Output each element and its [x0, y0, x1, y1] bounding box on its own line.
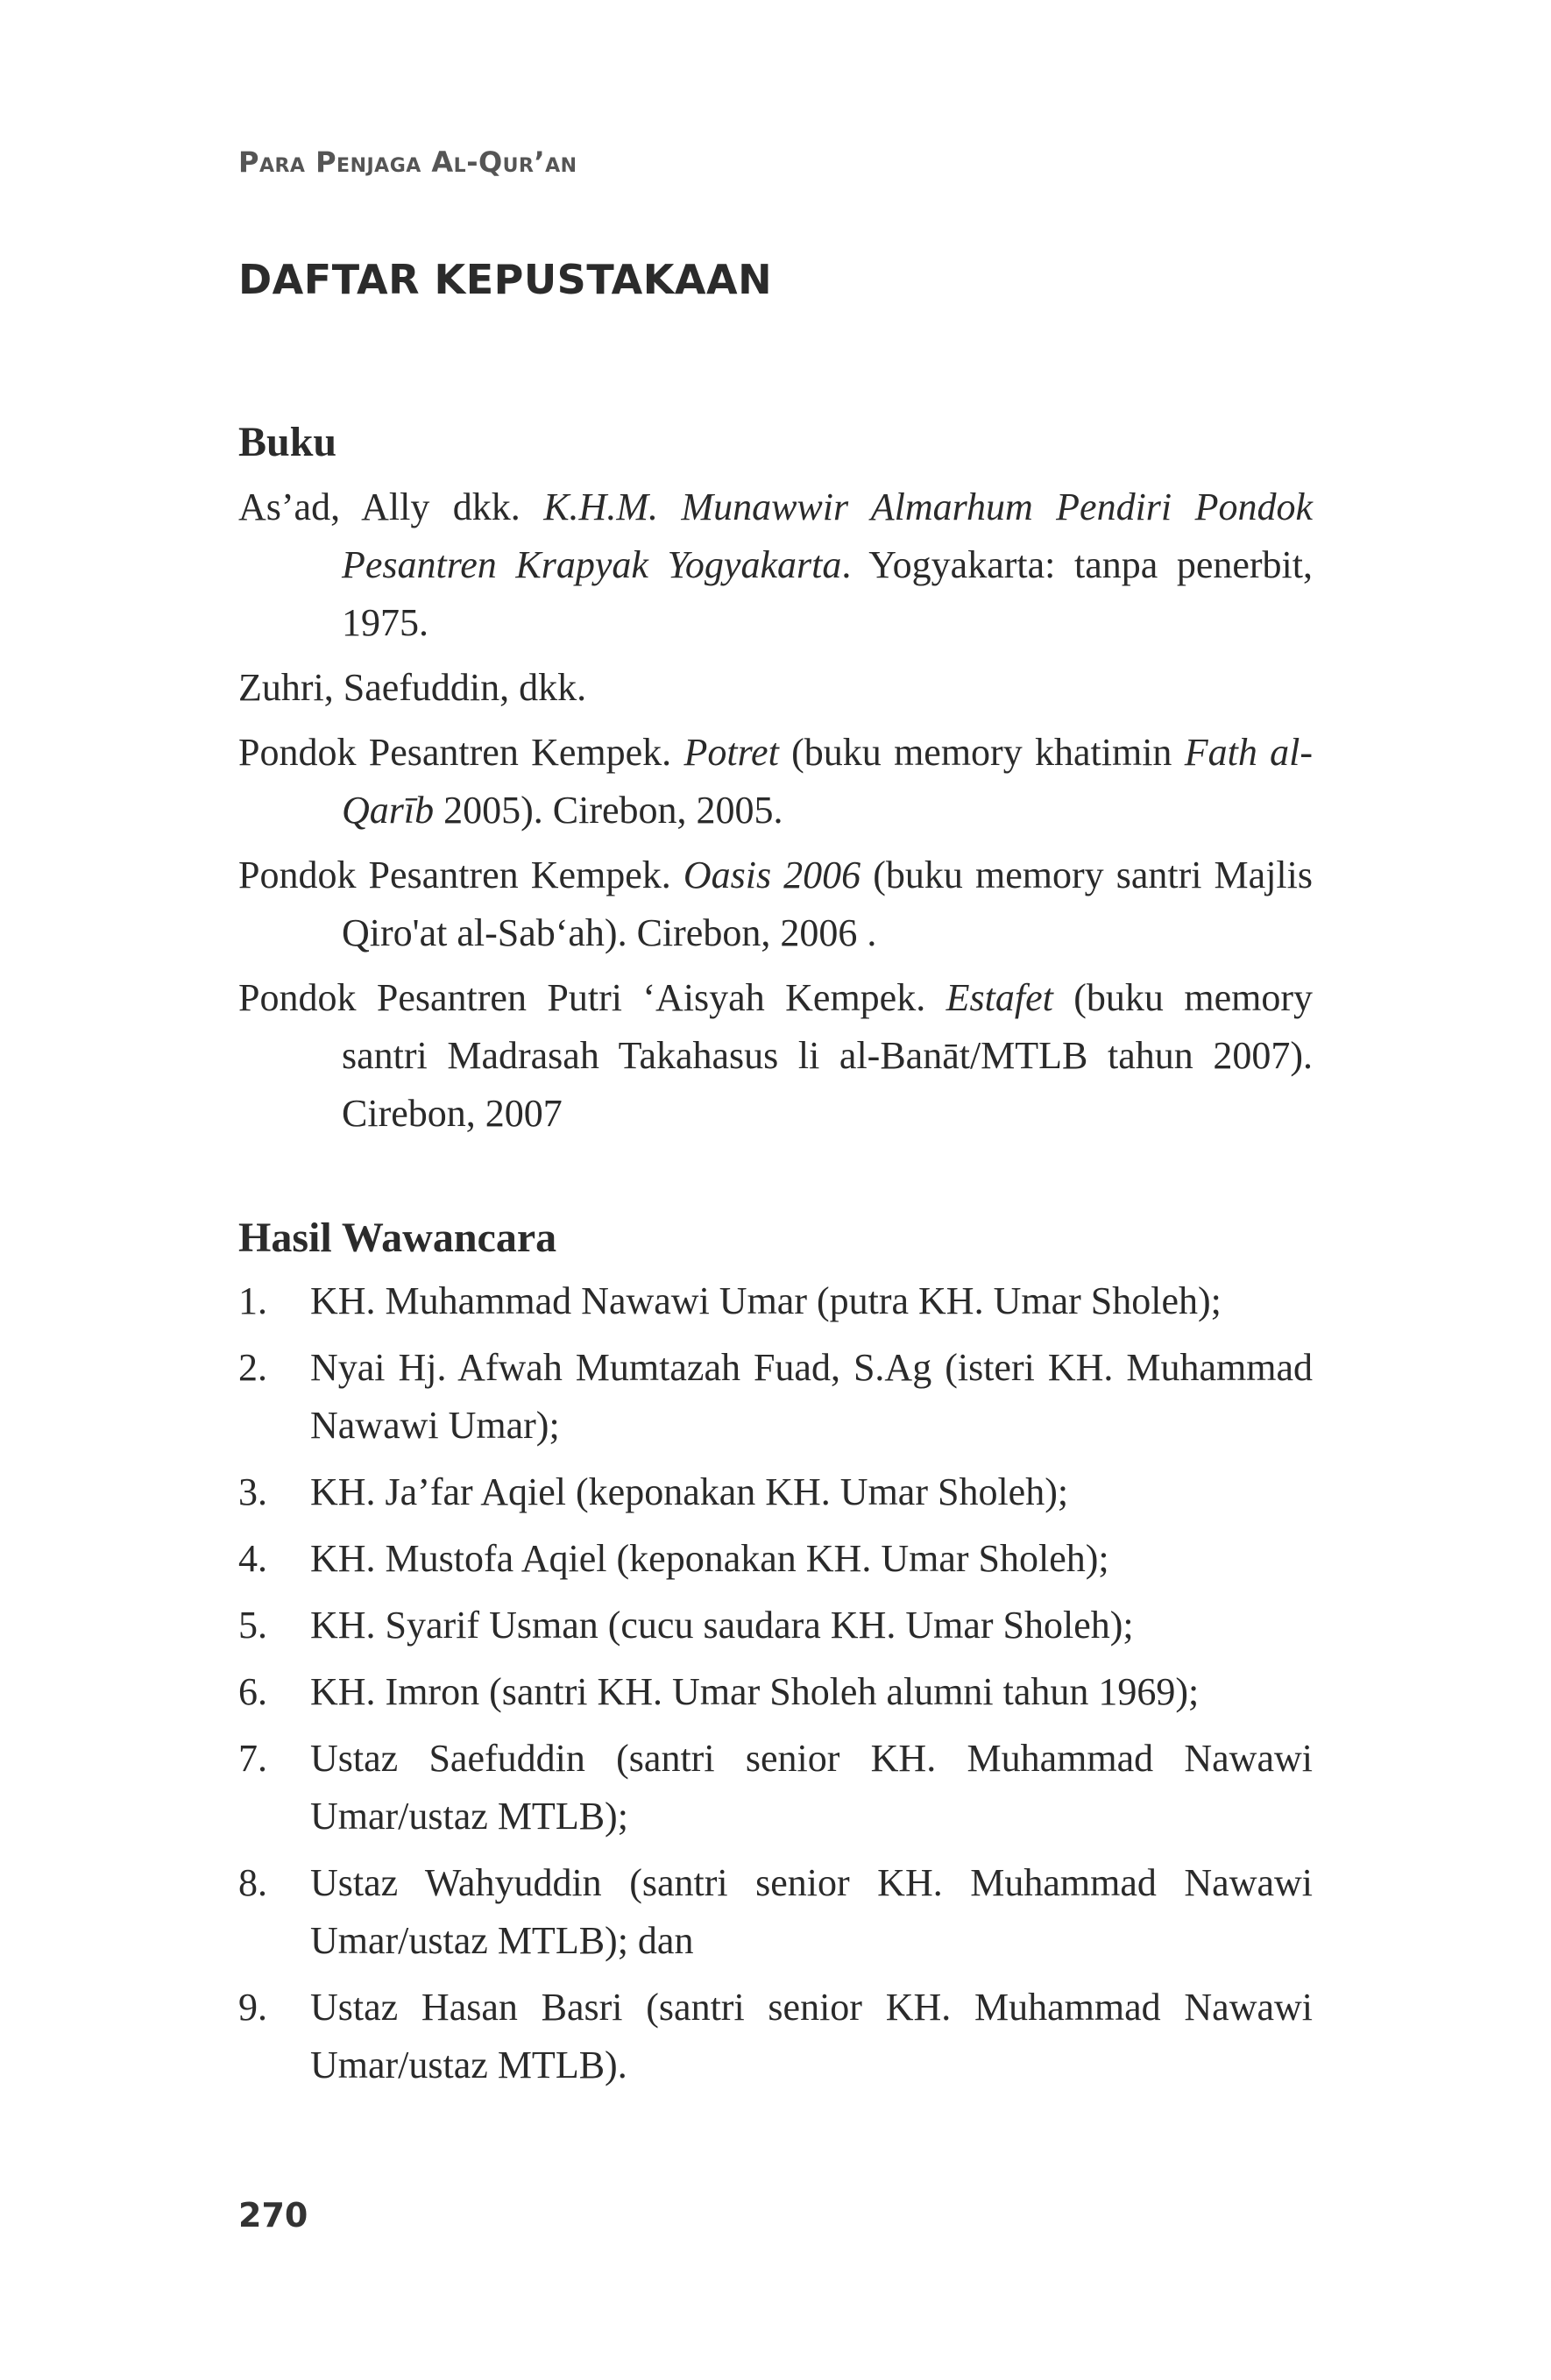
interview-text: Ustaz Hasan Basri (santri senior KH. Muhammad Nawawi Umar/ustaz MTLB).	[310, 1986, 1313, 2086]
interview-text: KH. Mustofa Aqiel (keponakan KH. Umar Sholeh);	[310, 1537, 1109, 1580]
list-number: 2.	[238, 1346, 267, 1389]
interview-item	[238, 1854, 1313, 1970]
list-number: 4.	[238, 1537, 267, 1580]
page-number: 270	[238, 2196, 308, 2235]
reference-author: Pondok Pesantren Putri ‘Aisyah Kempek.	[238, 976, 946, 1019]
reference-publication: (buku memory santri Madrasah Takahasus li al-Banāt/MTLB tahun 2007). Cirebon, 2007	[342, 976, 1313, 1135]
reference-entry	[238, 969, 1313, 1143]
reference-author: Pondok Pesantren Kempek.	[238, 731, 684, 774]
interview-text: KH. Muhammad Nawawi Umar (putra KH. Umar Sholeh);	[310, 1279, 1222, 1322]
reference-title: K.H.M. Munawwir Almarhum Pendiri Pondok Pesantren Krapyak Yogyakarta	[342, 485, 1313, 586]
reference-title: Oasis 2006	[683, 854, 861, 896]
reference-entry	[238, 659, 1313, 717]
interview-item	[238, 1730, 1313, 1845]
interview-item	[238, 1339, 1313, 1455]
reference-publication: . Yogyakarta: tanpa penerbit, 1975.	[342, 543, 1314, 644]
interview-text: KH. Syarif Usman (cucu saudara KH. Umar Sholeh);	[310, 1604, 1134, 1647]
list-number: 9.	[238, 1986, 267, 2029]
interview-list	[238, 1272, 1313, 2094]
reference-entry	[238, 846, 1313, 962]
bibliography-content	[238, 412, 1313, 2103]
reference-subtitle: Fath al-Qarīb	[342, 731, 1313, 832]
interview-text: Ustaz Saefuddin (santri senior KH. Muhammad Nawawi Umar/ustaz MTLB);	[310, 1737, 1313, 1838]
reference-author: Zuhri, Saefuddin, dkk.	[238, 666, 587, 709]
list-number: 8.	[238, 1861, 267, 1904]
reference-entry	[238, 724, 1313, 839]
reference-author: Pondok Pesantren Kempek.	[238, 854, 683, 896]
reference-publication: (buku memory santri Majlis Qiro'at al-Sab‘ah). Cirebon, 2006 .	[342, 854, 1313, 954]
list-number: 7.	[238, 1737, 267, 1780]
reference-note: (buku memory khatimin	[778, 731, 1185, 774]
list-number: 3.	[238, 1470, 267, 1513]
reference-author: As’ad, Ally dkk.	[238, 485, 544, 528]
reference-title: Potret	[683, 731, 779, 774]
list-number: 1.	[238, 1279, 267, 1322]
interview-text: Nyai Hj. Afwah Mumtazah Fuad, S.Ag (isteri KH. Muhammad Nawawi Umar);	[310, 1346, 1313, 1447]
interview-item	[238, 1530, 1313, 1588]
section-heading-buku: Buku	[238, 419, 337, 465]
section-heading-wawancara: Hasil Wawancara	[238, 1215, 557, 1261]
chapter-title: DAFTAR KEPUSTAKAAN	[238, 256, 773, 303]
running-head: Para Penjaga Al-Qur’an	[238, 145, 577, 179]
interview-item	[238, 1663, 1313, 1721]
list-number: 5.	[238, 1604, 267, 1647]
reference-entry	[238, 478, 1313, 652]
interview-item	[238, 1597, 1313, 1654]
interview-item	[238, 1979, 1313, 2094]
interview-text: Ustaz Wahyuddin (santri senior KH. Muhammad Nawawi Umar/ustaz MTLB); dan	[310, 1861, 1313, 1962]
interview-text: KH. Imron (santri KH. Umar Sholeh alumni tahun 1969);	[310, 1670, 1200, 1713]
interview-text: KH. Ja’far Aqiel (keponakan KH. Umar Sholeh);	[310, 1470, 1069, 1513]
interview-item	[238, 1272, 1313, 1330]
list-number: 6.	[238, 1670, 267, 1713]
interview-item	[238, 1463, 1313, 1521]
reference-publication: 2005). Cirebon, 2005.	[434, 789, 783, 832]
reference-title: Estafet	[945, 976, 1053, 1019]
